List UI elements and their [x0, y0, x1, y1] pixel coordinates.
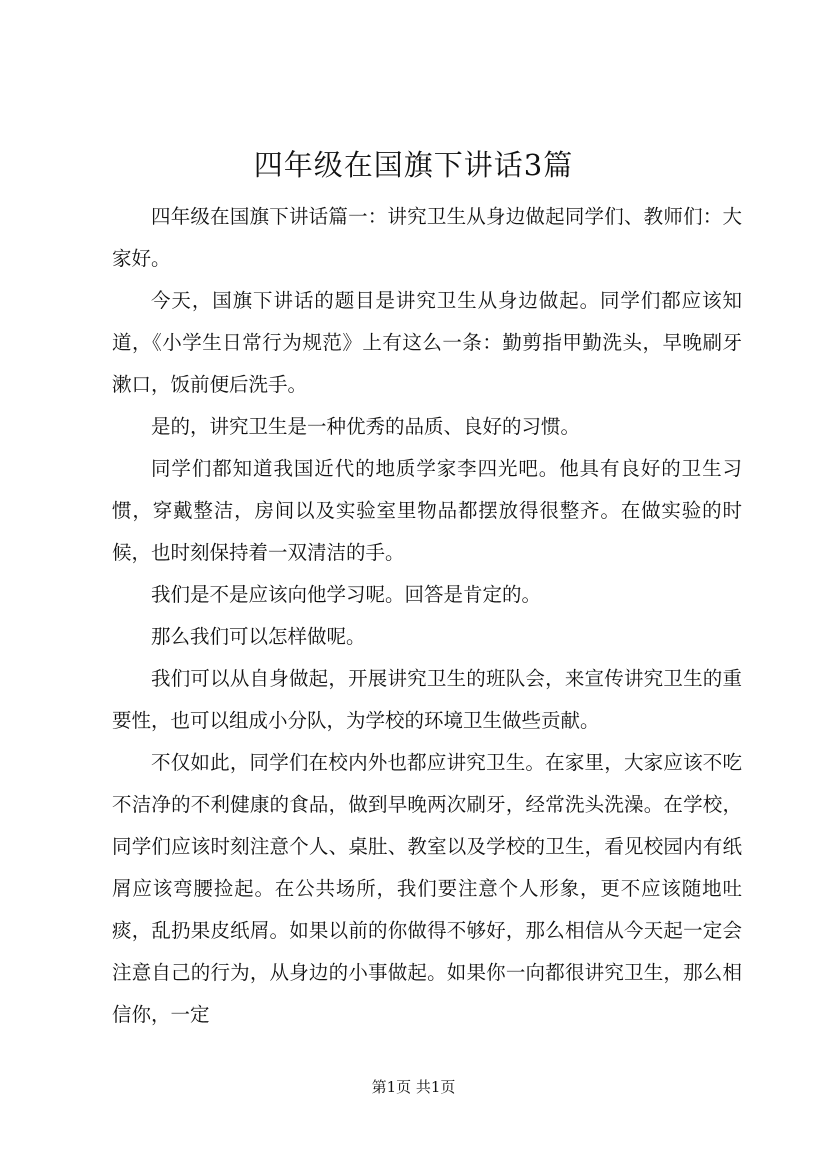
paragraph-3: 是的，讲究卫生是一种优秀的品质、良好的习惯。 [151, 415, 581, 438]
paragraph-6: 那么我们可以怎样做呢。 [151, 625, 366, 648]
paragraph-2: 今天，国旗下讲话的题目是讲究卫生从身边做起。同学们都应该知道，《小学生日常行为规范》上有这么一条：勤剪指甲勤洗头，早晚刷牙漱口，饭前便后洗手。 [112, 289, 742, 396]
paragraph-5: 我们是不是应该向他学习呢。回答是肯定的。 [151, 583, 542, 606]
paragraph-1: 四年级在国旗下讲话篇一：讲究卫生从身边做起同学们、教师们：大家好。 [112, 205, 742, 270]
paragraph-8: 不仅如此，同学们在校内外也都应讲究卫生。在家里，大家应该不吃不洁净的不利健康的食品，做到早晚两次刷牙，经常洗头洗澡。在学校，同学们应该时刻注意个人、桌肚、教室以及学校的卫生，看见校园内有纸屑应该弯腰捡起。在公共场所，我们要注意个人形象，更不应该随地吐痰，乱扔果皮纸屑。如果以前的你做得不够好，那么相信从今天起一定会注意自己的行为，从身边的小事做起。如果你一向都很讲究卫生，那么相信你，一定 [112, 751, 742, 1026]
paragraph-4: 同学们都知道我国近代的地质学家李四光吧。他具有良好的卫生习惯，穿戴整洁，房间以及实验室里物品都摆放得很整齐。在做实验的时候，也时刻保持着一双清洁的手。 [112, 457, 742, 564]
paragraph-7: 我们可以从自身做起，开展讲究卫生的班队会，来宣传讲究卫生的重要性，也可以组成小分队，为学校的环境卫生做些贡献。 [112, 667, 742, 732]
document-title: 四年级在国旗下讲话3篇 [253, 148, 574, 182]
page-number-footer: 第1页 共1页 [371, 1078, 456, 1096]
document-body [112, 196, 742, 1036]
